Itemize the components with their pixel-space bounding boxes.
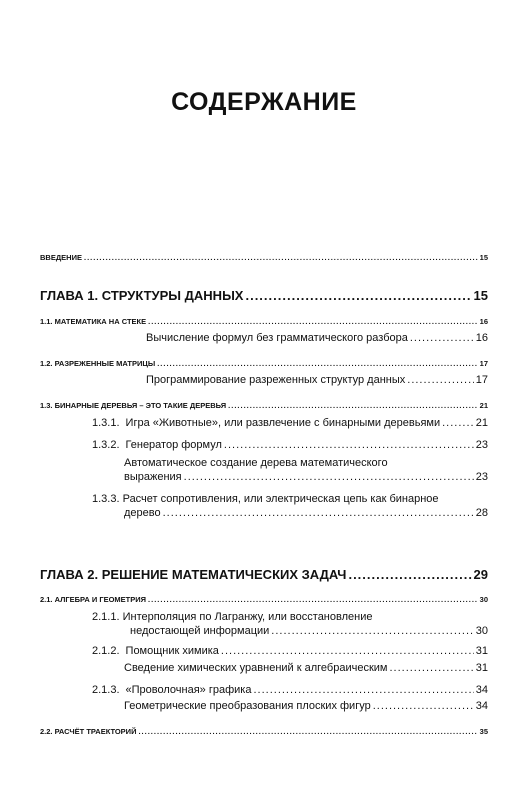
toc-entry-subsection[interactable] bbox=[92, 417, 488, 429]
entry-title: ГЛАВА 1. СТРУКТУРЫ ДАННЫХ bbox=[40, 288, 244, 303]
leader-dots bbox=[163, 507, 474, 519]
toc-entry-subsection[interactable] bbox=[146, 332, 488, 344]
page-title: СОДЕРЖАНИЕ bbox=[171, 88, 357, 116]
entry-number: 1.3.3. bbox=[92, 493, 120, 505]
page-number: 29 bbox=[473, 567, 488, 582]
entry-title: 2.2. РАСЧЁТ ТРАЕКТОРИЙ bbox=[40, 727, 137, 736]
leader-dots bbox=[224, 439, 474, 451]
leader-dots bbox=[410, 332, 474, 344]
toc-entry-chapter-1[interactable] bbox=[40, 288, 488, 303]
toc-entry-section[interactable] bbox=[40, 727, 488, 736]
leader-dots bbox=[271, 625, 473, 637]
toc-entry-section[interactable] bbox=[40, 359, 488, 368]
entry-title: Помощник химика bbox=[125, 645, 219, 657]
entry-title: Генератор формул bbox=[125, 439, 222, 451]
page-number: 15 bbox=[473, 288, 488, 303]
leader-dots bbox=[148, 317, 478, 326]
entry-title: 1.1. МАТЕМАТИКА НА СТЕКЕ bbox=[40, 317, 147, 326]
toc-entry-section[interactable] bbox=[40, 317, 488, 326]
page-number: 23 bbox=[475, 439, 488, 451]
entry-title: ГЛАВА 2. РЕШЕНИЕ МАТЕМАТИЧЕСКИХ ЗАДАЧ bbox=[40, 567, 347, 582]
entry-number: 1.3.2. bbox=[92, 439, 120, 451]
entry-number: 2.1.3. bbox=[92, 684, 120, 696]
page-number: 30 bbox=[479, 595, 488, 604]
page-number: 31 bbox=[475, 662, 488, 674]
page-number: 17 bbox=[475, 374, 488, 386]
toc-entry-subsection[interactable] bbox=[124, 471, 488, 483]
toc-entry-section[interactable] bbox=[40, 401, 488, 410]
leader-dots bbox=[373, 700, 474, 712]
entry-title: «Проволочная» графика bbox=[125, 684, 252, 696]
entry-title: 1.3. БИНАРНЫЕ ДЕРЕВЬЯ – ЭТО ТАКИЕ ДЕРЕВЬЯ bbox=[40, 401, 227, 410]
entry-title: Игра «Животные», или развлечение с бинарными деревьями bbox=[125, 417, 441, 429]
entry-title: Программирование разреженных структур данных bbox=[146, 374, 406, 386]
entry-title: Вычисление формул без грамматического разбора bbox=[146, 332, 408, 344]
page-number: 30 bbox=[475, 625, 488, 637]
entry-title-line-2: дерево bbox=[124, 507, 161, 519]
leader-dots bbox=[228, 401, 478, 410]
toc-entry-subsection[interactable] bbox=[146, 374, 488, 386]
entry-title: Расчет сопротивления, или электрическая цепь как бинарное bbox=[122, 493, 439, 505]
leader-dots bbox=[407, 374, 473, 386]
toc-entry-subsection[interactable] bbox=[92, 645, 488, 657]
toc-entry-subsection[interactable] bbox=[92, 439, 488, 451]
page-number: 34 bbox=[475, 700, 488, 712]
toc-entry-subsection[interactable] bbox=[92, 684, 488, 696]
page-number: 21 bbox=[479, 401, 488, 410]
entry-title: Геометрические преобразования плоских фигур bbox=[124, 700, 371, 712]
entry-title: 1.2. РАЗРЕЖЕННЫЕ МАТРИЦЫ bbox=[40, 359, 156, 368]
page-number: 34 bbox=[475, 684, 488, 696]
page-number: 21 bbox=[475, 417, 488, 429]
leader-dots bbox=[348, 567, 471, 582]
page-number: 28 bbox=[475, 507, 488, 519]
page-number: 16 bbox=[479, 317, 488, 326]
leader-dots bbox=[157, 359, 477, 368]
toc-entry-subsection[interactable] bbox=[124, 662, 488, 674]
leader-dots bbox=[148, 595, 478, 604]
page-number: 35 bbox=[479, 727, 488, 736]
toc-entry-subsection[interactable] bbox=[130, 625, 488, 637]
leader-dots bbox=[184, 471, 474, 483]
toc-entry-subsection[interactable] bbox=[124, 507, 488, 519]
entry-number: 2.1.1. bbox=[92, 611, 120, 623]
entry-title: Сведение химических уравнений к алгебраическим bbox=[124, 662, 388, 674]
leader-dots bbox=[389, 662, 473, 674]
leader-dots bbox=[245, 288, 471, 303]
leader-dots bbox=[253, 684, 473, 696]
page-number: 17 bbox=[479, 359, 488, 368]
leader-dots bbox=[84, 253, 478, 262]
leader-dots bbox=[221, 645, 474, 657]
page-number: 16 bbox=[475, 332, 488, 344]
entry-title-line-2: выражения bbox=[124, 471, 182, 483]
toc-entry-section[interactable] bbox=[40, 595, 488, 604]
page-number: 31 bbox=[475, 645, 488, 657]
page-number: 15 bbox=[479, 253, 488, 262]
entry-title-line-1: Автоматическое создание дерева математического bbox=[124, 457, 388, 469]
entry-title-line-1 bbox=[92, 493, 439, 505]
entry-title: 2.1. АЛГЕБРА И ГЕОМЕТРИЯ bbox=[40, 595, 147, 604]
page-number: 23 bbox=[475, 471, 488, 483]
entry-title: Интерполяция по Лагранжу, или восстановление bbox=[122, 611, 373, 623]
toc-entry-subsection[interactable] bbox=[124, 700, 488, 712]
toc-entry-introduction[interactable] bbox=[40, 253, 488, 262]
entry-title-line-2: недостающей информации bbox=[130, 625, 270, 637]
entry-number: 2.1.2. bbox=[92, 645, 120, 657]
entry-title-line-1 bbox=[92, 611, 372, 623]
leader-dots bbox=[442, 417, 474, 429]
entry-title: ВВЕДЕНИЕ bbox=[40, 253, 82, 262]
entry-number: 1.3.1. bbox=[92, 417, 120, 429]
toc-entry-chapter-2[interactable] bbox=[40, 567, 488, 582]
leader-dots bbox=[138, 727, 477, 736]
